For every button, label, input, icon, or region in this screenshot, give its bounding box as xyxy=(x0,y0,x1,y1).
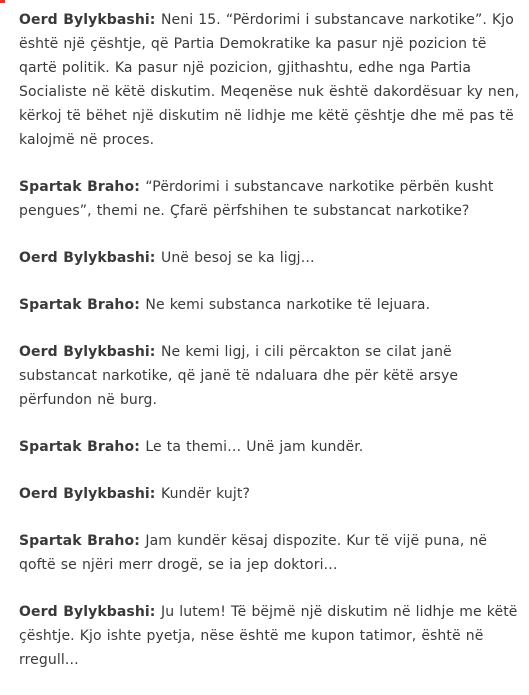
utterance-text: Ju lutem! Të bëjmë një diskutim në lidhje me këtë çështje. Kjo ishte pyetja, nëse është me kupon tatimor, është në rregull… xyxy=(19,604,518,668)
speaker-name: Oerd Bylykbashi: xyxy=(19,12,156,28)
accent-mark xyxy=(0,0,5,3)
utterance-text: Kundër kujt? xyxy=(160,486,250,502)
utterance-text: Ne kemi ligj, i cili përcakton se cilat janë substancat narkotike, që janë të ndaluara dhe për këtë arsye përfundon në burg. xyxy=(19,344,459,408)
transcript-entry xyxy=(19,600,523,672)
utterance-text: Unë besoj se ka ligj… xyxy=(160,250,315,266)
transcript-entry xyxy=(19,529,523,577)
transcript-entry xyxy=(19,340,523,412)
speaker-name: Spartak Braho: xyxy=(19,439,140,455)
utterance-text: Neni 15. “Përdorimi i substancave narkotike”. Kjo është një çështje, që Partia Demokratike ka pasur një pozicion të qartë politik. Ka pasur një pozicion, gjithashtu, edhe nga Partia Socialiste në këtë diskutim. Meqenëse nuk është dakordësuar ky nen, kërkoj të bëhet një diskutim në lidhje me këtë çështje dhe më pas të kalojmë në proces. xyxy=(19,12,520,148)
transcript-entry xyxy=(19,435,523,459)
speaker-name: Spartak Braho: xyxy=(19,179,140,195)
transcript-entry xyxy=(19,246,523,270)
utterance-text: “Përdorimi i substancave narkotike përbën kusht pengues”, themi ne. Çfarë përfshihen te substancat narkotike? xyxy=(19,179,494,219)
transcript xyxy=(19,8,523,695)
transcript-entry xyxy=(19,482,523,506)
transcript-entry xyxy=(19,8,523,152)
speaker-name: Oerd Bylykbashi: xyxy=(19,250,156,266)
utterance-text: Le ta themi… Unë jam kundër. xyxy=(145,439,364,455)
speaker-name: Oerd Bylykbashi: xyxy=(19,486,156,502)
speaker-name: Oerd Bylykbashi: xyxy=(19,604,156,620)
transcript-entry xyxy=(19,293,523,317)
speaker-name: Spartak Braho: xyxy=(19,297,140,313)
speaker-name: Spartak Braho: xyxy=(19,533,140,549)
utterance-text: Ne kemi substanca narkotike të lejuara. xyxy=(145,297,431,313)
utterance-text: Jam kundër kësaj dispozite. Kur të vijë puna, në qoftë se njëri merr drogë, se ia jep doktori… xyxy=(19,533,488,573)
transcript-entry xyxy=(19,175,523,223)
speaker-name: Oerd Bylykbashi: xyxy=(19,344,156,360)
